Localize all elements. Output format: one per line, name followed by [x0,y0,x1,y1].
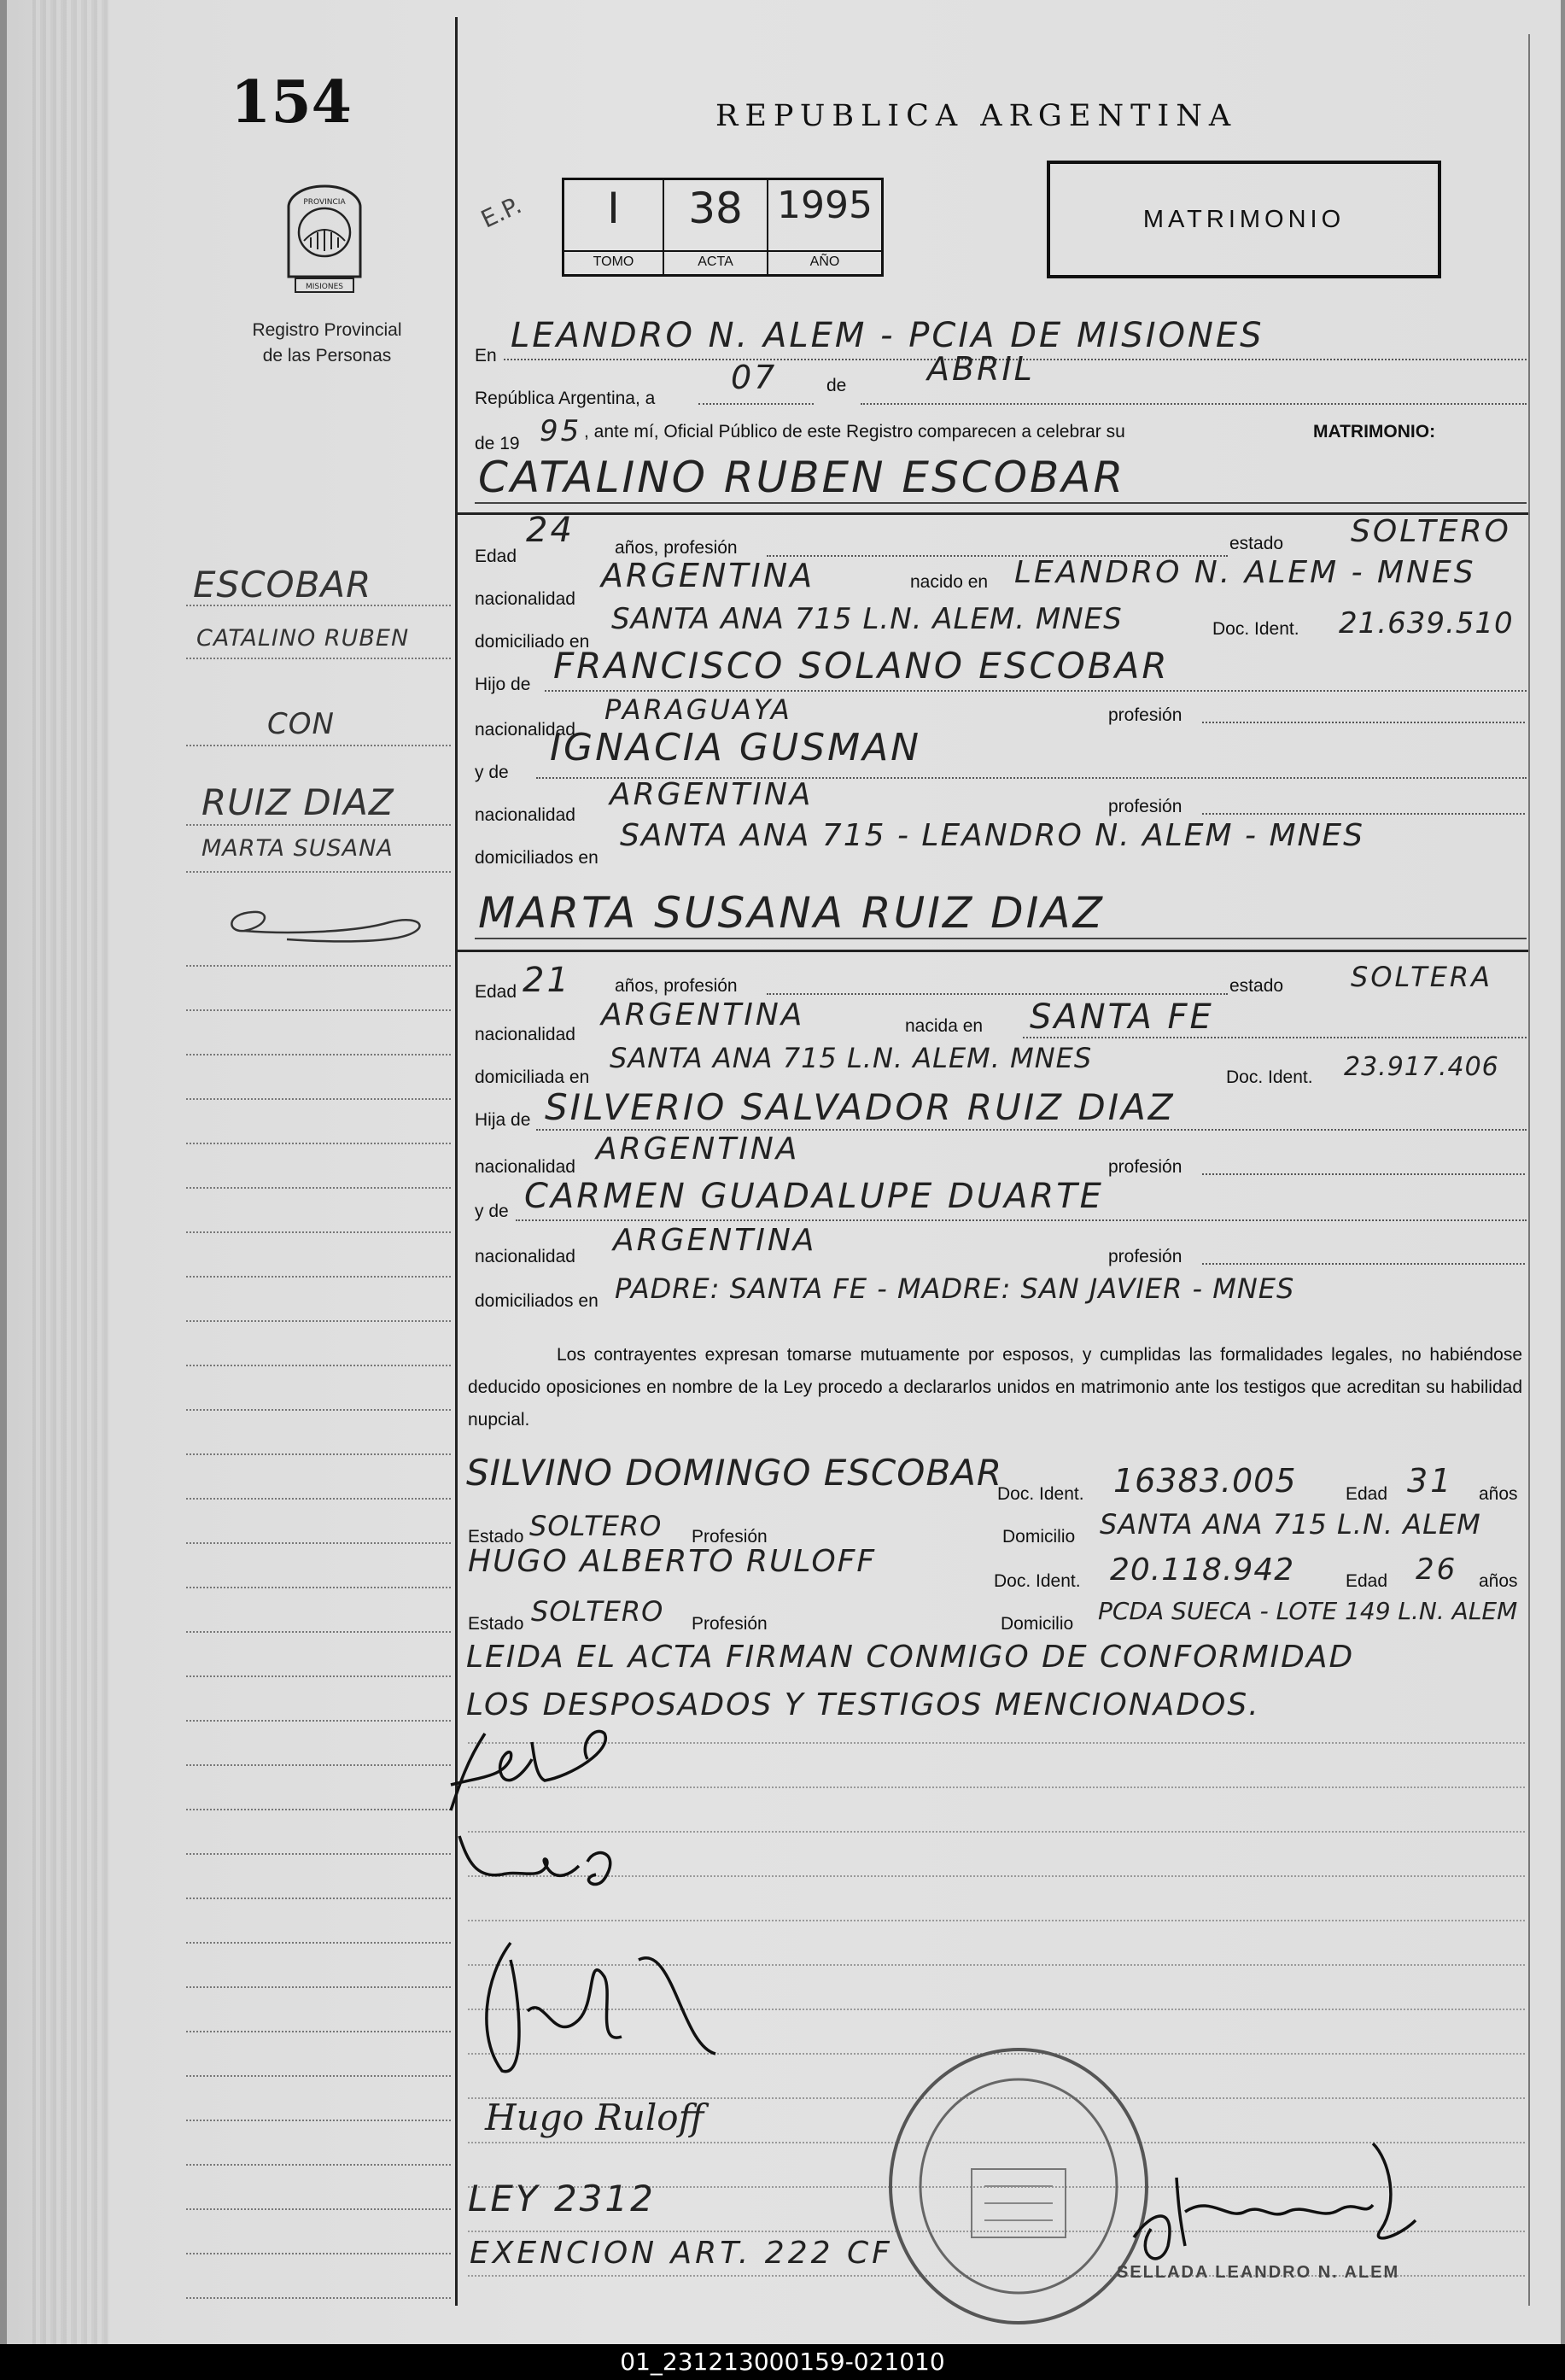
day-value: 07 [731,359,778,396]
bride-mother-line [516,1219,1527,1221]
margin-ruled-line [186,1098,451,1100]
legal-paragraph: Los contrayentes expresan tomarse mutuamente por esposos, y cumplidas las formalidades legales, no habiéndose deducido oposiciones en nombre de la Ley procedo a declararlos unidos en matrimonio ante los testigos que acreditan su habilidad nupcial. [468,1345,1522,1430]
margin-ruled-line [186,1187,451,1189]
register-page [7,0,1561,2344]
margin-ruled-line [186,1675,451,1677]
margin-dotted-line [186,605,451,606]
margin-divider [455,17,458,2306]
bride-mother-label: y de [475,1202,509,1221]
groom-mother-profession-line [1202,813,1525,815]
margin-dotted-line [186,745,451,746]
margin-ruled-line [186,1231,451,1233]
bride-doc-label: Doc. Ident. [1226,1067,1313,1087]
year-prefix-label: de 19 [475,434,520,453]
tomo-label: TOMO [564,250,663,274]
official-stamp-text: SELLADA LEANDRO N. ALEM [1117,2263,1400,2282]
emblem-top-text: PROVINCIA [303,198,346,207]
acta-label: ACTA [664,250,767,274]
margin-ruled-line [186,2253,451,2254]
ano-value: 1995 [777,184,873,227]
margin-ruled-line [186,1809,451,1810]
bride-mother-profession-label: profesión [1108,1247,1183,1266]
witness1-profession-label: Profesión [692,1527,768,1547]
bride-mother-profession-line [1202,1263,1525,1265]
witness2-age: 26 [1416,1553,1458,1587]
month-line [861,403,1527,405]
bride-birthplace: SANTA FE [1030,997,1214,1037]
bride-profession-line [767,993,1228,995]
witness2-doc-label: Doc. Ident. [994,1571,1081,1591]
bride-signature-icon [451,1827,639,1904]
groom-status: SOLTERO [1351,514,1511,549]
emblem-bottom-text: MISIONES [305,283,344,291]
margin-ruled-line [186,1409,451,1411]
bride-mother-nationality: ARGENTINA [613,1223,817,1258]
margin-ruled-line [186,2031,451,2032]
margin-ruled-line [186,1631,451,1633]
bride-birthplace-line [1023,1037,1527,1038]
margin-ruled-line [186,1942,451,1944]
bride-father-nationality: ARGENTINA [596,1132,800,1167]
bride-name-line [475,938,1527,939]
witness1-age: 31 [1407,1462,1454,1500]
groom-father-line [545,690,1527,692]
groom-father-profession-line [1202,722,1525,723]
witness2-name: HUGO ALBERTO RULOFF [468,1544,877,1579]
margin-ruled-line [186,1853,451,1855]
registry-line-1: Registro Provincial [252,320,402,340]
month-de-label: de [826,376,847,395]
margin-ruled-line [186,1587,451,1588]
right-edge-line [1528,34,1530,2306]
bride-age-label: Edad [475,982,517,1002]
registry-line-2: de las Personas [262,346,392,365]
margin-groom-surname: ESCOBAR [193,564,372,605]
witness1-address: SANTA ANA 715 L.N. ALEM [1100,1508,1481,1541]
ante-mi-text: , ante mí, Oficial Público de este Registro comparecen a celebrar su [584,422,1125,441]
bride-nationality: ARGENTINA [601,997,805,1032]
margin-ruled-line [186,1365,451,1366]
margin-dotted-line [186,824,451,826]
margin-ruled-line [186,1764,451,1766]
margin-ruled-line [186,2208,451,2210]
acta-cell [664,180,768,274]
margin-ruled-line [186,2164,451,2166]
margin-ruled-line [186,1009,451,1011]
groom-name-line [475,502,1527,504]
margin-connector: CON [267,707,335,741]
republica-label: República Argentina, a [475,389,656,408]
month-value: ABRIL [927,350,1035,388]
groom-doc-label: Doc. Ident. [1212,619,1299,639]
margin-ruled-line [186,1898,451,1899]
margin-groom-given: CATALINO RUBEN [196,625,410,652]
groom-status-label: estado [1229,534,1284,553]
margin-ruled-line [186,2297,451,2299]
bride-father-nationality-label: nacionalidad [475,1157,575,1177]
margin-ruled-line [186,1986,451,1988]
bride-name: MARTA SUSANA RUIZ DIAZ [478,888,1105,938]
margin-ruled-line [186,1143,451,1144]
groom-age-label: Edad [475,547,517,566]
witness1-status-label: Estado [468,1527,524,1547]
main-ruled-line [468,1920,1525,1921]
exemption-note: EXENCION ART. 222 CF [470,2236,893,2271]
bride-profession-label: años, profesión [615,976,738,996]
groom-name: CATALINO RUBEN ESCOBAR [478,453,1126,502]
witness1-domicile-label: Domicilio [1002,1527,1076,1547]
witness2-status-label: Estado [468,1614,524,1634]
document-title: REPUBLICA ARGENTINA [715,99,1238,133]
witness2-address: PCDA SUECA - LOTE 149 L.N. ALEM [1098,1597,1518,1625]
groom-father-profession-label: profesión [1108,705,1183,725]
ano-label: AÑO [768,250,881,274]
witness1-age-label: Edad [1346,1484,1388,1504]
law-reference: LEY 2312 [468,2178,656,2219]
groom-mother-profession-label: profesión [1108,797,1183,816]
bride-nationality-label: nacionalidad [475,1025,575,1044]
witness1-signature-icon [476,1926,733,2088]
bride-status-label: estado [1229,976,1284,996]
bride-parents-address-label: domiciliados en [475,1291,599,1311]
groom-father: FRANCISCO SOLANO ESCOBAR [553,645,1170,687]
folio-number: 154 [231,68,352,137]
witness1-anos-label: años [1479,1484,1518,1504]
page-binding [32,0,109,2344]
margin-ruled-line [186,2120,451,2121]
groom-doc: 21.639.510 [1339,606,1514,640]
groom-profession-label: años, profesión [615,538,738,558]
witness1-name: SILVINO DOMINGO ESCOBAR [466,1452,1003,1494]
bride-mother: CARMEN GUADALUPE DUARTE [524,1177,1104,1216]
margin-flourish-icon [219,897,449,956]
day-line [698,403,814,405]
en-label: En [475,346,497,365]
bride-address: SANTA ANA 715 L.N. ALEM. MNES [610,1042,1093,1074]
bride-section-divider [458,950,1528,952]
bride-father-profession-label: profesión [1108,1157,1183,1177]
margin-ruled-line [186,1320,451,1322]
groom-mother: IGNACIA GUSMAN [550,726,922,769]
groom-parents-address: SANTA ANA 715 - LEANDRO N. ALEM - MNES [620,818,1365,853]
year-value: 95 [540,414,582,448]
groom-father-label: Hijo de [475,675,531,694]
witness2-profession-label: Profesión [692,1614,768,1634]
bride-father-line [536,1129,1527,1131]
groom-mother-nationality-label: nacionalidad [475,805,575,825]
bride-mother-nationality-label: nacionalidad [475,1247,575,1266]
bride-parents-address: PADRE: SANTA FE - MADRE: SAN JAVIER - MNES [615,1272,1295,1305]
margin-ruled-line [186,1498,451,1500]
groom-nationality: ARGENTINA [601,557,815,594]
witness2-signature: Hugo Ruloff [485,2096,704,2138]
bride-father: SILVERIO SALVADOR RUIZ DIAZ [545,1086,1176,1128]
bride-doc: 23.917.406 [1344,1052,1499,1082]
bride-age: 21 [523,961,571,1000]
place-value: LEANDRO N. ALEM - PCIA DE MISIONES [511,316,1264,355]
closing-note-line2: LOS DESPOSADOS Y TESTIGOS MENCIONADOS. [466,1687,1260,1722]
witness2-age-label: Edad [1346,1571,1388,1591]
groom-born-label: nacido en [910,572,989,592]
tomo-cell [564,180,664,274]
ano-cell [768,180,881,274]
groom-father-nationality-label: nacionalidad [475,720,575,740]
image-caption: 01_231213000159-021010 [0,2344,1565,2380]
margin-bride-given: MARTA SUSANA [201,835,394,862]
groom-father-nationality: PARAGUAYA [604,693,792,726]
groom-mother-nationality: ARGENTINA [610,777,814,812]
groom-address: SANTA ANA 715 L.N. ALEM. MNES [611,602,1123,636]
margin-ruled-line [186,965,451,967]
groom-mother-label: y de [475,763,509,782]
groom-parents-address-label: domiciliados en [475,848,599,868]
groom-address-label: domiciliado en [475,632,590,652]
witness2-status: SOLTERO [531,1595,664,1628]
groom-birthplace: LEANDRO N. ALEM - MNES [1014,555,1476,590]
groom-nationality-label: nacionalidad [475,589,575,609]
record-reference-box [562,178,884,277]
witness1-doc: 16383.005 [1113,1462,1297,1500]
acta-value: 38 [688,184,743,233]
margin-ruled-line [186,1276,451,1278]
registry-label [216,318,438,369]
bride-address-label: domiciliada en [475,1067,590,1087]
margin-dotted-line [186,871,451,873]
margin-ruled-line [186,1720,451,1722]
bride-father-profession-line [1202,1173,1525,1175]
witness2-anos-label: años [1479,1571,1518,1591]
witness2-doc: 20.118.942 [1110,1553,1295,1588]
margin-ruled-line [186,1054,451,1056]
margin-bride-surname: RUIZ DIAZ [201,781,394,823]
margin-ruled-line [186,1542,451,1544]
witness1-status: SOLTERO [529,1510,663,1542]
groom-age: 24 [526,511,575,550]
header-note: E.P. [476,190,526,234]
official-signature-icon [1117,2126,1441,2272]
margin-dotted-line [186,658,451,659]
bride-father-label: Hija de [475,1110,531,1130]
witness2-domicile-label: Domicilio [1001,1614,1074,1634]
closing-note-line1: LEIDA EL ACTA FIRMAN CONMIGO DE CONFORMIDAD [466,1640,1355,1675]
bride-born-label: nacida en [905,1016,984,1036]
margin-ruled-line [186,1453,451,1455]
record-type-box: MATRIMONIO [1047,161,1441,278]
witness1-doc-label: Doc. Ident. [997,1484,1084,1504]
bride-status: SOLTERA [1351,961,1493,993]
matrimonio-label: MATRIMONIO: [1313,422,1436,441]
misiones-emblem-icon [282,181,367,301]
margin-ruled-line [186,2075,451,2077]
tomo-value: I [607,184,620,233]
groom-signature-icon [434,1725,639,1819]
